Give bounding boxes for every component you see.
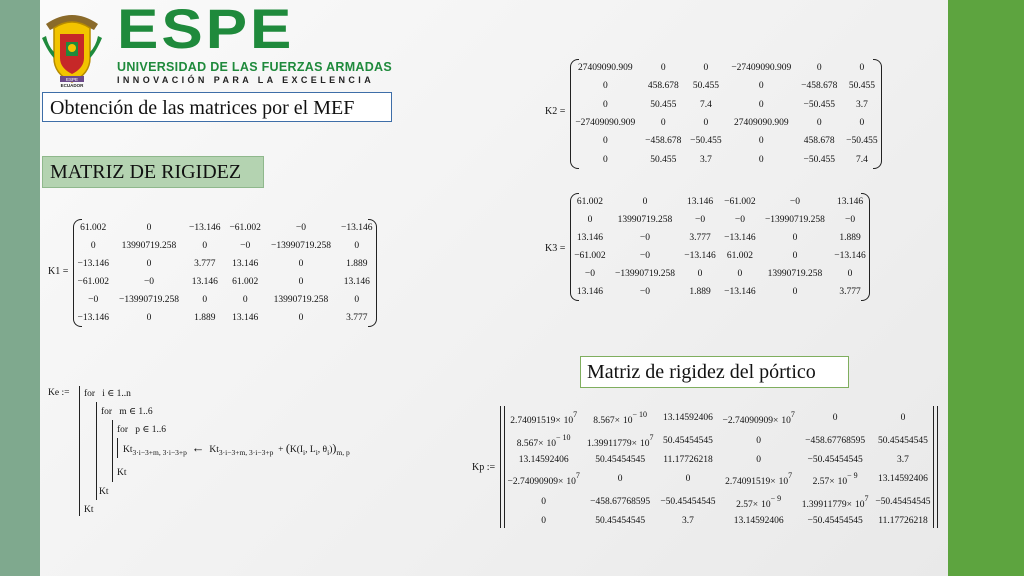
matrix-cell: $1.39911779\times 10^7$ <box>586 432 654 449</box>
matrix-row <box>504 452 934 467</box>
matrix-cell: 0 <box>859 118 865 129</box>
matrix-cell: 0 <box>792 287 798 297</box>
matrix-cell: 13.146 <box>576 287 603 297</box>
matrix-row <box>504 467 934 490</box>
k1-matrix <box>73 219 377 327</box>
matrix-cell: −0 <box>639 251 651 261</box>
matrix-cell: −13990719.258 <box>614 269 675 279</box>
matrix-cell: 3.777 <box>346 313 368 323</box>
matrix-cell: 0 <box>816 118 822 129</box>
matrix-cell: 3.7 <box>682 515 694 526</box>
matrix-cell: 13990719.258 <box>273 295 329 305</box>
matrix-cell: 3.777 <box>689 233 711 243</box>
matrix-cell: −13990719.258 <box>119 295 179 305</box>
matrix-cell: −50.455 <box>846 136 878 147</box>
matrix-cell: −0 <box>240 241 251 251</box>
matrix-cell: 0 <box>602 81 608 92</box>
portico-heading: Matriz de rigidez del pórtico <box>580 356 849 388</box>
matrix-cell: −50.455 <box>803 99 835 110</box>
matrix-cell: 7.4 <box>699 99 712 110</box>
matrix-cell: −50.45454545 <box>807 515 863 526</box>
matrix-cell: 3.777 <box>194 259 216 269</box>
matrix-row <box>504 406 934 429</box>
matrix-cell: 0 <box>758 154 764 165</box>
matrix-cell: 1.889 <box>194 313 216 323</box>
matrix-cell: 0 <box>660 63 666 74</box>
matrix-cell: 13990719.258 <box>121 241 177 251</box>
matrix-cell: $8.567\times 10^{- 10}$ <box>593 409 648 426</box>
matrix-cell: 0 <box>859 63 865 74</box>
matrix-cell: 0 <box>756 435 762 446</box>
kp-label: Kp := <box>472 462 496 473</box>
matrix-cell: 0 <box>587 215 593 225</box>
matrix-cell: 0 <box>792 251 798 261</box>
matrix-cell: 0 <box>703 118 709 129</box>
matrix-cell: 0 <box>642 197 648 207</box>
matrix-cell: −0 <box>584 269 595 279</box>
matrix-row <box>570 265 870 283</box>
matrix-row <box>73 273 377 291</box>
matrix-cell: 13990719.258 <box>767 269 823 279</box>
matrix-cell: −13.146 <box>189 223 221 233</box>
matrix-cell: −13990719.258 <box>270 241 331 251</box>
matrix-cell: 61.002 <box>726 251 753 261</box>
matrix-cell: 13.14592406 <box>518 454 569 465</box>
k2-label: K2 = <box>545 106 566 117</box>
program-assignment-line: $Kt_{3\cdot i-3+m, 3\cdot i-3+p}$ ← $Kt_{3\cdot i-3+m, 3\cdot i-3+p} + (K(I_i$, $L_i$, $\theta_i))_{m, p}$ <box>123 440 350 457</box>
matrix-cell: −50.45454545 <box>875 496 931 507</box>
matrix-cell: 0 <box>847 269 853 279</box>
matrix-cell: 13.146 <box>232 313 259 323</box>
matrix-cell: 0 <box>602 136 608 147</box>
k3-matrix <box>570 193 870 301</box>
matrix-cell: $2.57\times 10^{- 9}$ <box>812 470 858 487</box>
matrix-row <box>570 132 882 150</box>
shield-caption: ECUADOR <box>60 83 84 88</box>
matrix-cell: −458.678 <box>801 81 838 92</box>
matrix-cell: 0 <box>354 295 360 305</box>
matrix-cell: −0 <box>639 287 651 297</box>
program-return-mid: Kt <box>99 487 109 497</box>
matrix-cell: 0 <box>202 241 208 251</box>
matrix-row <box>570 59 882 77</box>
matrix-cell: 50.455 <box>692 81 719 92</box>
matrix-row <box>73 219 377 237</box>
matrix-cell: −458.67768595 <box>805 435 866 446</box>
matrix-cell: 61.002 <box>576 197 603 207</box>
matrix-cell: $-2.74090909\times 10^7$ <box>722 409 795 426</box>
matrix-cell: 0 <box>146 259 152 269</box>
matrix-row <box>570 247 870 265</box>
matrix-cell: 13.14592406 <box>878 473 928 484</box>
matrix-cell: 11.17726218 <box>878 515 928 526</box>
matrix-cell: −50.455 <box>690 136 722 147</box>
matrix-cell: 50.45454545 <box>595 454 646 465</box>
matrix-cell: $2.74091519\times 10^7$ <box>725 470 793 487</box>
matrix-cell: −61.002 <box>229 223 261 233</box>
matrix-cell: 13.146 <box>343 277 370 287</box>
matrix-cell: −50.455 <box>803 154 835 165</box>
matrix-cell: 3.7 <box>855 99 868 110</box>
matrix-cell: 50.45454545 <box>595 515 646 526</box>
matrix-cell: 0 <box>832 412 838 423</box>
matrix-cell: 13.14592406 <box>733 515 784 526</box>
matrix-cell: $2.74091519\times 10^7$ <box>510 409 578 426</box>
matrix-cell: 0 <box>816 63 822 74</box>
matrix-cell: 13.146 <box>836 197 864 207</box>
matrix-cell: 458.678 <box>803 136 835 147</box>
matrix-cell: −13.146 <box>77 313 109 323</box>
matrix-cell: 0 <box>146 223 152 233</box>
matrix-cell: 7.4 <box>855 154 868 165</box>
matrix-row <box>570 96 882 114</box>
matrix-cell: −0 <box>295 223 307 233</box>
left-side-bar <box>0 0 40 576</box>
matrix-cell: 0 <box>758 136 764 147</box>
matrix-cell: 50.45454545 <box>878 435 928 446</box>
matrix-cell: 458.678 <box>647 81 679 92</box>
espe-wordmark: ESPE <box>117 0 295 61</box>
section-heading: MATRIZ DE RIGIDEZ <box>42 156 264 188</box>
matrix-row <box>570 151 882 169</box>
matrix-cell: −0 <box>734 215 745 225</box>
matrix-cell: 13.146 <box>576 233 603 243</box>
matrix-cell: 1.889 <box>839 233 861 243</box>
matrix-cell: −0 <box>789 197 800 207</box>
k2-matrix <box>570 59 882 169</box>
matrix-cell: 0 <box>602 154 608 165</box>
matrix-cell: 61.002 <box>232 277 259 287</box>
matrix-cell: 0 <box>617 473 623 484</box>
matrix-row <box>570 211 870 229</box>
matrix-row <box>73 291 377 309</box>
matrix-cell: −0 <box>639 233 651 243</box>
matrix-cell: 1.889 <box>346 259 368 269</box>
matrix-cell: −27409090.909 <box>731 63 792 74</box>
matrix-cell: 13.146 <box>191 277 218 287</box>
matrix-cell: −50.45454545 <box>660 496 716 507</box>
matrix-cell: 0 <box>660 118 666 129</box>
matrix-cell: 0 <box>541 515 547 526</box>
university-name: UNIVERSIDAD DE LAS FUERZAS ARMADAS <box>117 60 393 74</box>
matrix-cell: 3.7 <box>897 454 909 465</box>
right-side-bar <box>948 0 1024 576</box>
matrix-cell: $2.57\times 10^{- 9}$ <box>736 493 782 510</box>
matrix-cell: 0 <box>900 412 906 423</box>
university-motto: INNOVACIÓN PARA LA EXCELENCIA <box>117 75 375 85</box>
program-for-i: for i ∈ 1..n <box>84 389 131 399</box>
matrix-cell: −13.146 <box>724 233 756 243</box>
kp-matrix <box>500 406 938 528</box>
matrix-cell: 0 <box>146 313 152 323</box>
matrix-cell: 0 <box>792 233 798 243</box>
matrix-cell: 0 <box>758 81 764 92</box>
matrix-cell: 13.146 <box>232 259 259 269</box>
matrix-cell: $-2.74090909\times 10^7$ <box>507 470 580 487</box>
matrix-cell: −13.146 <box>341 223 373 233</box>
matrix-cell: 50.455 <box>848 81 875 92</box>
matrix-cell: 0 <box>737 269 743 279</box>
matrix-cell: 0 <box>756 454 762 465</box>
matrix-row <box>73 237 377 255</box>
program-assign: Ke := <box>48 388 70 398</box>
matrix-cell: 61.002 <box>80 223 107 233</box>
matrix-cell: 50.455 <box>650 99 677 110</box>
matrix-cell: 50.45454545 <box>663 435 713 446</box>
slide-title: Obtención de las matrices por el MEF <box>42 92 392 122</box>
matrix-cell: −27409090.909 <box>575 118 636 129</box>
matrix-row <box>570 283 870 301</box>
matrix-cell: 0 <box>242 295 248 305</box>
matrix-cell: 13990719.258 <box>617 215 673 225</box>
matrix-row <box>504 513 934 528</box>
matrix-cell: 0 <box>298 277 304 287</box>
matrix-cell: −13.146 <box>724 287 756 297</box>
matrix-cell: −13990719.258 <box>764 215 825 225</box>
k1-label: K1 = <box>48 266 69 277</box>
matrix-cell: −0 <box>88 295 99 305</box>
matrix-cell: −0 <box>694 215 706 225</box>
matrix-cell: −0 <box>844 215 856 225</box>
matrix-row <box>73 255 377 273</box>
matrix-cell: 3.777 <box>839 287 861 297</box>
matrix-cell: 0 <box>90 241 96 251</box>
program-for-p: for p ∈ 1..6 <box>117 425 166 435</box>
matrix-row <box>73 309 377 327</box>
matrix-row <box>504 490 934 513</box>
matrix-cell: 1.889 <box>689 287 711 297</box>
matrix-cell: 3.7 <box>699 154 712 165</box>
program-for-m: for m ∈ 1..6 <box>101 407 153 417</box>
matrix-cell: −61.002 <box>724 197 756 207</box>
matrix-row <box>570 77 882 95</box>
matrix-row <box>504 429 934 452</box>
matrix-cell: −458.67768595 <box>590 496 651 507</box>
matrix-cell: 0 <box>202 295 208 305</box>
matrix-row <box>570 193 870 211</box>
shield-logo-text: ESPE <box>65 77 79 82</box>
matrix-cell: −0 <box>143 277 155 287</box>
matrix-cell: 0 <box>298 313 304 323</box>
matrix-cell: −13.146 <box>684 251 716 261</box>
matrix-row <box>570 229 870 247</box>
matrix-cell: −458.678 <box>645 136 682 147</box>
matrix-cell: 0 <box>354 241 360 251</box>
matrix-cell: 0 <box>541 496 547 507</box>
matrix-cell: 27409090.909 <box>733 118 789 129</box>
matrix-cell: −13.146 <box>77 259 109 269</box>
matrix-cell: −50.45454545 <box>807 454 863 465</box>
matrix-cell: 0 <box>703 63 709 74</box>
matrix-cell: 13.146 <box>686 197 714 207</box>
matrix-cell: −13.146 <box>834 251 866 261</box>
matrix-cell: 27409090.909 <box>578 63 633 74</box>
matrix-cell: 0 <box>758 99 764 110</box>
matrix-cell: 0 <box>685 473 691 484</box>
espe-shield-logo <box>40 8 104 88</box>
matrix-cell: −61.002 <box>574 251 606 261</box>
matrix-cell: $1.39911779\times 10^7$ <box>801 493 869 510</box>
matrix-cell: 0 <box>298 259 304 269</box>
matrix-cell: 0 <box>697 269 703 279</box>
program-return-outer: Kt <box>84 505 94 515</box>
matrix-cell: 13.14592406 <box>663 412 713 423</box>
matrix-cell: $8.567\times 10^{- 10}$ <box>516 432 571 449</box>
matrix-cell: 11.17726218 <box>663 454 713 465</box>
matrix-cell: 0 <box>602 99 608 110</box>
k3-label: K3 = <box>545 243 566 254</box>
matrix-row <box>570 114 882 132</box>
program-return-inner: Kt <box>117 468 127 478</box>
matrix-cell: 50.455 <box>650 154 677 165</box>
matrix-cell: −61.002 <box>77 277 109 287</box>
